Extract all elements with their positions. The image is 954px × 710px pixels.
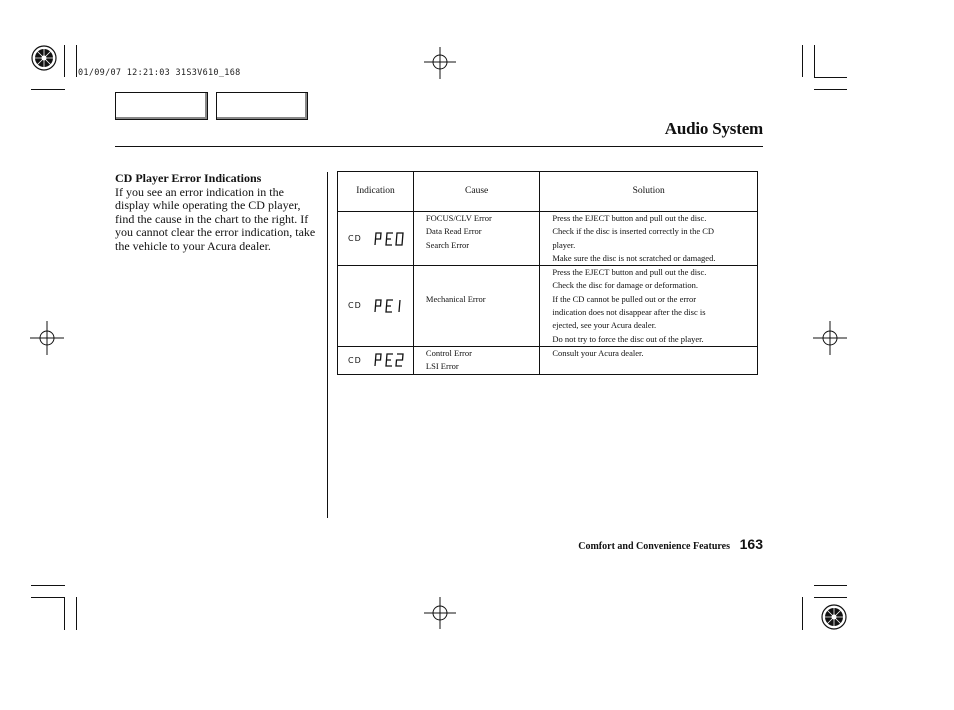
crop-mark <box>814 45 815 77</box>
registration-crosshair-icon <box>424 47 456 79</box>
cause-line: FOCUS/CLV Error <box>425 213 492 223</box>
page-number: 163 <box>739 536 763 552</box>
cd-label: CD <box>348 355 362 365</box>
footer-section-name: Comfort and Convenience Features <box>578 541 730 552</box>
cause-line: Control Error <box>425 347 472 358</box>
indication-cell <box>338 212 414 266</box>
crop-mark <box>64 45 65 77</box>
registration-target-icon <box>819 602 849 632</box>
cd-label: CD <box>348 301 362 311</box>
column-divider <box>327 172 328 518</box>
solution-cell <box>540 346 758 374</box>
crop-mark <box>802 45 803 77</box>
table-row <box>338 212 758 266</box>
crop-mark <box>814 77 847 78</box>
intro-section <box>115 172 320 253</box>
solution-line: Make sure the disc is not scratched or damaged. <box>552 252 716 263</box>
solution-line: Check the disc for damage or deformation. <box>552 280 698 291</box>
indication-cell <box>338 266 414 347</box>
cause-cell <box>413 212 539 266</box>
page-title: Audio System <box>664 119 763 138</box>
display-indicator <box>348 232 413 246</box>
solution-line: indication does not disappear after the disc is <box>552 307 706 318</box>
header-tab-box <box>216 92 308 120</box>
solution-line: player. <box>552 239 576 250</box>
registration-target-icon <box>29 43 59 73</box>
solution-cell <box>540 212 758 266</box>
solution-line: If the CD cannot be pulled out or the error <box>552 293 697 304</box>
header-solution: Solution <box>540 172 758 212</box>
crop-mark <box>814 89 847 90</box>
cause-cell <box>413 266 539 347</box>
table-header-row <box>338 172 758 212</box>
solution-line: Consult your Acura dealer. <box>552 347 644 358</box>
intro-body: If you see an error indication in the display while operating the CD player, find the cause in the chart to the right. If you cannot clear the error indication, take the vehicle to your Acura dealer. <box>115 184 316 253</box>
error-table <box>337 171 758 375</box>
crop-mark <box>31 585 65 586</box>
segment-display-icon <box>374 299 404 313</box>
table-row <box>338 346 758 374</box>
crop-mark <box>31 597 65 598</box>
registration-crosshair-icon <box>813 321 847 355</box>
registration-crosshair-icon <box>30 321 64 355</box>
cause-line: LSI Error <box>425 361 459 372</box>
display-indicator <box>348 353 413 367</box>
cause-cell <box>413 346 539 374</box>
registration-crosshair-icon <box>424 597 456 629</box>
header-indication: Indication <box>338 172 414 212</box>
intro-heading: CD Player Error Indications <box>115 171 262 185</box>
crop-mark <box>31 89 65 90</box>
crop-mark <box>76 597 77 630</box>
cause-line: Data Read Error <box>425 226 482 237</box>
solution-line: Press the EJECT button and pull out the disc. <box>552 213 707 223</box>
crop-mark <box>814 585 847 586</box>
header-cause: Cause <box>413 172 539 212</box>
print-stamp: 01/09/07 12:21:03 31S3V610_168 <box>78 68 241 78</box>
crop-mark <box>814 597 847 598</box>
indication-cell <box>338 346 414 374</box>
cd-label: CD <box>348 233 362 243</box>
crop-mark <box>76 45 77 77</box>
title-rule <box>115 146 763 147</box>
header-tab-box <box>115 92 208 120</box>
solution-line: ejected, see your Acura dealer. <box>552 320 657 331</box>
segment-display-icon <box>374 232 404 246</box>
solution-line: Check if the disc is inserted correctly in the CD <box>552 226 715 237</box>
solution-cell <box>540 266 758 347</box>
segment-display-icon <box>374 353 404 367</box>
solution-line: Do not try to force the disc out of the player. <box>552 333 704 344</box>
cause-line: Search Error <box>425 239 470 250</box>
crop-mark <box>802 597 803 630</box>
display-indicator <box>348 299 413 313</box>
solution-line: Press the EJECT button and pull out the disc. <box>552 267 707 278</box>
crop-mark <box>64 597 65 630</box>
table-row <box>338 266 758 347</box>
cause-line: Mechanical Error <box>425 294 486 305</box>
